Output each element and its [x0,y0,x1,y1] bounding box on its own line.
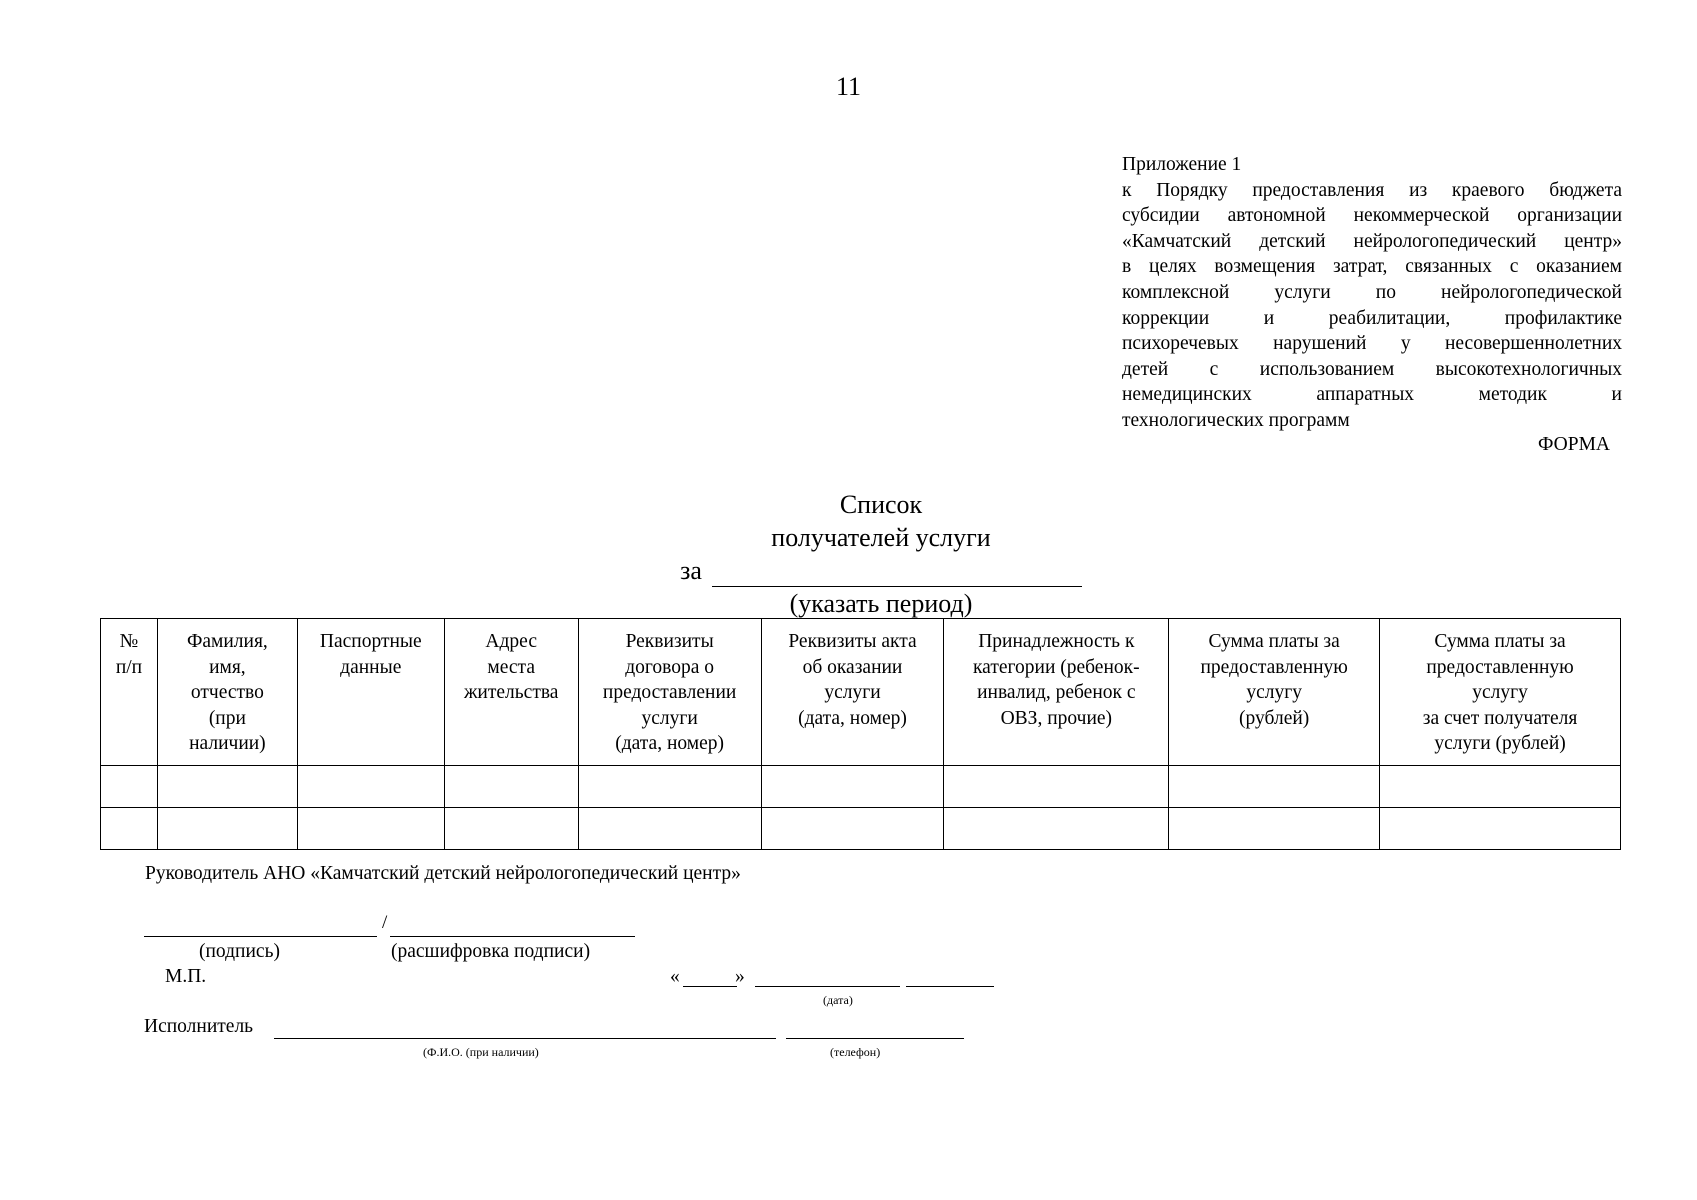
table-cell[interactable] [101,807,158,849]
appendix-line: детей с использованием высокотехнологичных [1122,358,1622,380]
table-cell[interactable] [1169,807,1380,849]
table-cell[interactable] [157,765,297,807]
table-cell[interactable] [1169,765,1380,807]
column-header-name: Фамилия, имя, отчество (при наличии) [157,619,297,766]
column-header-category: Принадлежность к категории (ребенок- инвалид, ребенок с ОВЗ, прочие) [944,619,1169,766]
table-cell[interactable] [157,807,297,849]
column-header-address: Адрес места жительства [444,619,578,766]
signature-slash: / [382,912,388,933]
appendix-line: психоречевых нарушений у несовершеннолетних [1122,333,1622,355]
appendix-last-line: технологических программ [1122,409,1350,431]
phone-hint: (телефон) [830,1045,881,1059]
table-cell[interactable] [761,807,944,849]
appendix-line: комплексной услуги по нейрологопедической [1122,281,1622,303]
table-row [101,765,1621,807]
title-line-2: получателей услуги [771,523,991,552]
table-cell[interactable] [761,765,944,807]
appendix-line: в целях возмещения затрат, связанных с оказанием [1122,256,1622,278]
table-cell[interactable] [1380,765,1621,807]
period-hint: (указать период) [789,589,973,618]
date-year-line[interactable] [906,986,994,987]
appendix-line: коррекции и реабилитации, профилактике [1122,307,1622,329]
table-cell[interactable] [578,765,761,807]
executor-phone-line[interactable] [786,1038,964,1039]
column-header-number: № п/п [101,619,158,766]
page-number: 11 [835,72,862,101]
appendix-block [1122,152,1622,434]
table-cell[interactable] [101,765,158,807]
table-cell[interactable] [444,807,578,849]
column-header-payment: Сумма платы за предоставленную услугу (рублей) [1169,619,1380,766]
document-title [0,488,1697,620]
date-quote-open: « [670,966,680,987]
date-hint: (дата) [823,993,853,1007]
table-row [101,807,1621,849]
manager-title: Руководитель АНО «Камчатский детский нейрологопедический центр» [145,863,741,884]
appendix-line: немедицинских аппаратных методик и [1122,384,1622,406]
recipients-table [100,618,1621,850]
column-header-act: Реквизиты акта об оказании услуги (дата, номер) [761,619,944,766]
appendix-heading: Приложение 1 [1122,154,1242,175]
table-cell[interactable] [297,807,444,849]
appendix-line: субсидии автономной некоммерческой организации [1122,205,1622,227]
table-cell[interactable] [944,765,1169,807]
appendix-line: к Порядку предоставления из краевого бюджета [1122,179,1622,201]
signature-decode-line[interactable] [390,916,635,937]
date-month-line[interactable] [755,986,900,987]
column-header-contract: Реквизиты договора о предоставлении услуги (дата, номер) [578,619,761,766]
table-cell[interactable] [444,765,578,807]
signature-label: (подпись) [199,941,280,962]
date-day-line[interactable] [683,986,737,987]
fio-hint: (Ф.И.О. (при наличии) [423,1045,539,1059]
form-label: ФОРМА [1538,434,1610,455]
period-row [680,554,1082,587]
period-blank [712,560,1082,587]
table-cell[interactable] [297,765,444,807]
stamp-label: М.П. [165,966,207,987]
period-prefix: за [680,556,702,585]
signature-decode-label: (расшифровка подписи) [391,941,591,962]
signature-line[interactable] [144,916,377,937]
table-header-row [101,619,1621,766]
date-quote-close: » [735,966,745,987]
column-header-payment-recipient: Сумма платы за предоставленную услугу за счет получателя услуги (рублей) [1380,619,1621,766]
executor-label: Исполнитель [144,1016,254,1037]
table-cell[interactable] [944,807,1169,849]
table-cell[interactable] [1380,807,1621,849]
appendix-line: «Камчатский детский нейрологопедический центр» [1122,230,1622,252]
table-cell[interactable] [578,807,761,849]
title-line-1: Список [839,490,923,519]
column-header-passport: Паспортные данные [297,619,444,766]
executor-name-line[interactable] [274,1038,776,1039]
